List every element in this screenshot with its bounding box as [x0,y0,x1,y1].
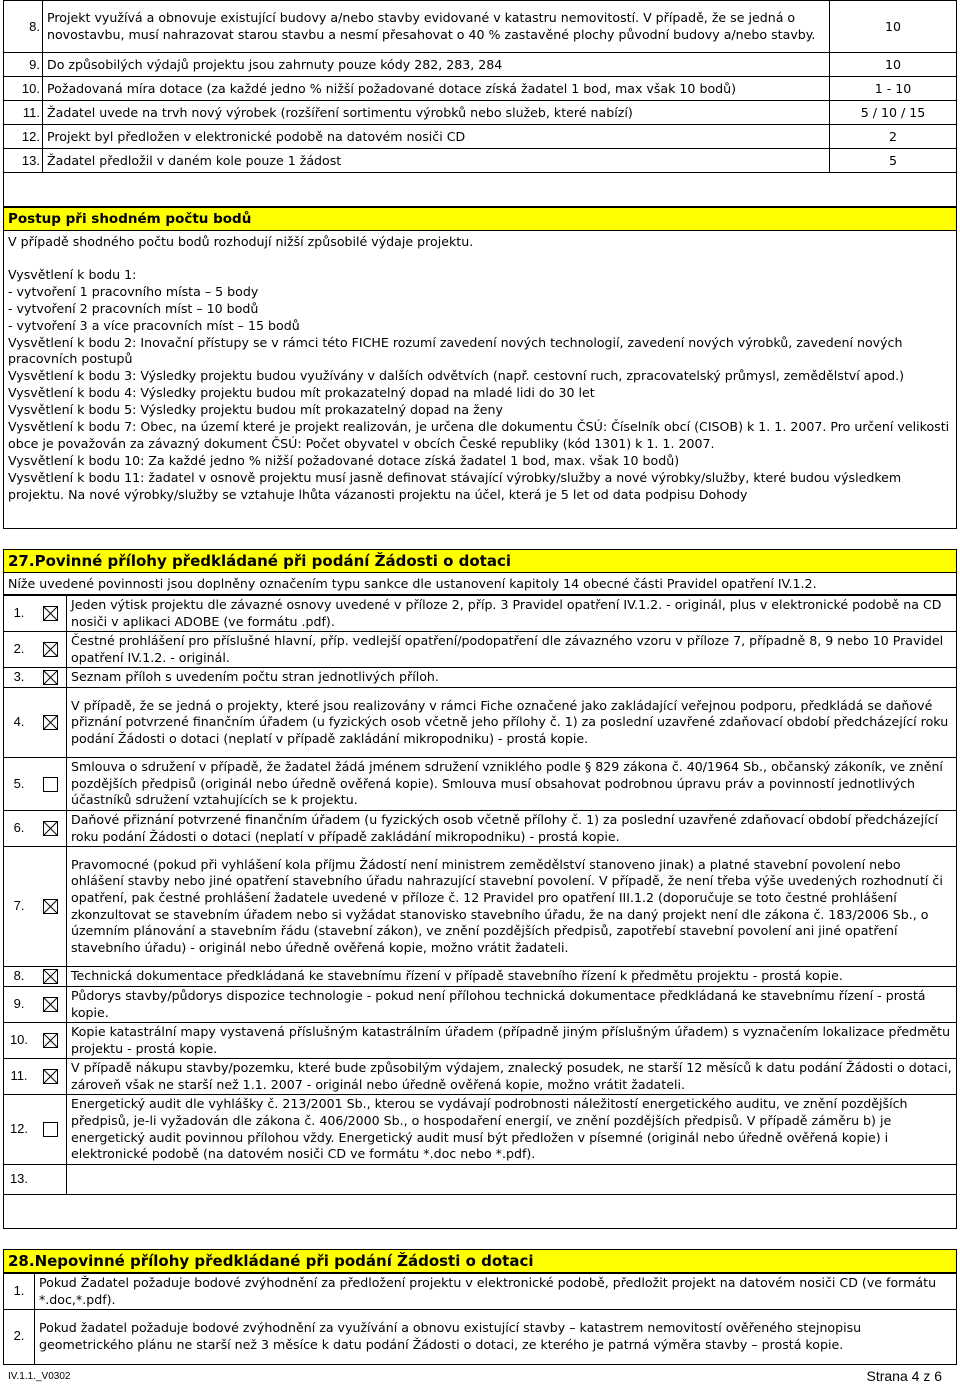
attachment-row [4,1095,956,1165]
attachment-row [4,987,956,1023]
attachment-text: Pokud žadatel požaduje bodové zvýhodnění za využívání a obnovu existující stavby – katastrem nemovitostí ověřeného stejnopisu geometrického plánu ne starší než 3 měsíce k datu podání Žádosti o dotaci, ze kterého je patrná výměra stavby – prostá kopie. [35,1310,957,1364]
attachment-row [4,811,956,847]
attachment-text: Energetický audit dle vyhlášky č. 213/2001 Sb., kterou se vydávají podrobnosti náležitostí energetického auditu, ve znění pozdějších předpisů, je-li vyžadován dle zákona č. 406/2000 Sb., o hospodaření energií, ve znění pozdějších předpisů. V případě záměru b) je energetický audit povinnou přílohou vždy. Energetický audit musí být předložen v písemné (originál nebo úředně ověřená kopie) i elektronické podobě (na datovém nosiči CD ve formátu *.doc nebo *.pdf). [67,1095,957,1165]
criteria-text: Žadatel předložil v daném kole pouze 1 žádost [43,149,830,173]
criteria-points: 1 - 10 [830,77,957,101]
attachment-number: 7. [4,847,34,967]
attachment-checkbox[interactable] [34,1059,67,1095]
attachment-row [4,632,956,668]
checked-box-icon [43,642,58,657]
attachment-checkbox[interactable] [34,967,67,987]
checked-box-icon [43,606,58,621]
mandatory-heading: 27.Povinné přílohy předkládané při podání Žádosti o dotaci [4,550,956,573]
attachment-text: Technická dokumentace předkládaná ke stavebnímu řízení v případě stavebního řízení k předmětu projektu - prostá kopie. [67,967,957,987]
criteria-number: 13. [4,149,43,173]
attachment-checkbox-empty [34,1165,67,1195]
attachment-number: 1. [4,596,34,632]
unchecked-box-icon [43,1122,58,1137]
attachment-number: 2. [4,632,34,668]
attachment-checkbox[interactable] [34,758,67,811]
checked-box-icon [43,1033,58,1048]
attachment-checkbox[interactable] [34,632,67,668]
attachment-checkbox[interactable] [34,1095,67,1165]
attachment-checkbox[interactable] [34,811,67,847]
checked-box-icon [43,670,58,685]
attachment-number: 6. [4,811,34,847]
empty-cell [4,1195,956,1196]
explanation-line: Vysvětlení k bodu 11: žadatel v osnově projektu musí jasně definovat stávající výrobky/služby a nové výrobky/služby, které budou výsledkem projektu. Na nové výrobky/služby se vztahuje lhůta vázanosti projektu na účel, která je 5 let od data podpisu Dohody [8,469,902,502]
spacer-row [4,1195,956,1196]
checked-box-icon [43,969,58,984]
attachment-row [4,967,956,987]
checked-box-icon [43,1069,58,1084]
attachment-text [67,1165,957,1195]
optional-attachments-section [3,1249,957,1365]
explanation-line: Vysvětlení k bodu 7: Obec, na území které je projekt realizován, je určena dle dokumentu ČSÚ: Číselník obcí (CISOB) k 1. 1. 2007. Pro určení velikosti obce je považován za závazný dokument ČSÚ: Počet obyvatel v obcích České republiky (kód 1301) k 1. 1. 2007. [8,419,950,451]
explanation-line: Vysvětlení k bodu 5: Výsledky projektu budou mít prokazatelný dopad na ženy [8,402,503,418]
explanation-line: Vysvětlení k bodu 2: Inovační přístupy se v rámci této FICHE rozumí zavedení nových technologií, zavedení nových výrobků, zavedení nových pracovních postupů [8,334,903,367]
checked-box-icon [43,821,58,836]
tie-break-text: V případě shodného počtu bodů rozhodují nižší způsobilé výdaje projektu. [8,234,474,249]
unchecked-box-icon [43,777,58,792]
tie-break-heading: Postup při shodném počtu bodů [4,208,956,231]
attachment-text: Smlouva o sdružení v případě, že žadatel žádá jménem sdružení vzniklého podle § 829 zákona č. 40/1964 Sb., občanský zákoník, ve znění pozdějších předpisů (originál nebo úředně ověřená kopie). Smlouva musí obsahovat podrobnou úpravu práv a povinností jednotlivých účastníků sdružení vztahujících se k projektu. [67,758,957,811]
attachment-number: 8. [4,967,34,987]
explanation-line: Vysvětlení k bodu 4: Výsledky projektu budou mít prokazatelný dopad na mladé lidi do 30 let [8,385,595,401]
criteria-table [3,0,957,207]
criteria-text: Žadatel uvede na trvh nový výrobek (rozšíření sortimentu výrobků nebo služeb, které nabízí) [43,101,830,125]
attachment-row [4,1059,956,1095]
criteria-row [4,125,957,149]
criteria-points: 10 [830,1,957,53]
explanation-line: - vytvoření 1 pracovního místa – 5 body [8,283,259,299]
attachment-checkbox[interactable] [34,668,67,688]
attachment-text: V případě, že se jedná o projekty, které jsou realizovány v rámci Fiche označené jako zakládající veřejnou podporu, předkládá se daňové přiznání potvrzené finančním úřadem (u fyzických osob včetně jeho přílohy č. 1) za poslední uzavřené zdaňovací období předcházející roku podání Žádosti o dotaci (neplatí v případě zakládání mikropodniku) - prostá kopie. [67,688,957,758]
attachment-checkbox[interactable] [34,1023,67,1059]
attachment-text: Pravomocné (pokud při vyhlášení kola příjmu Žádostí není ministrem zemědělství stanoveno jinak) a platné stavební povolení nebo ohlášení stavby nebo jiné opatření stavebního úřadu nahrazující stavební povolení. V případě, že není třeba výše uvedených rozhodnutí či opatření, pak čestné prohlášení žadatele uvedené v příloze č. 12 Pravidel pro opatření III.1.2 (doporučuje se toto čestné prohlášení zkonzultovat se stavebním úřadem nebo si vyžádat stanovisko stavebního úřadu, že na daný projekt není dle zákona č. 183/2006 Sb., o územním plánování a stavebním řádu (stavební zákon), ve znění pozdějších předpisů, zapotřebí stavební povolení ani jiné opatření stavebního úřadu) - originál nebo úředně ověřená kopie, možno vrátit žadateli. [67,847,957,967]
explanation-line: Vysvětlení k bodu 10: Za každé jedno % nižší požadované dotace získá žadatel 1 bod, max. však 10 bodů) [8,452,680,468]
criteria-points: 10 [830,53,957,77]
empty-cell [4,173,957,207]
optional-heading: 28.Nepovinné přílohy předkládané při podání Žádosti o dotaci [4,1250,956,1273]
attachment-row [4,758,956,811]
attachment-text: V případě nákupu stavby/pozemku, které bude způsobilým výdajem, znalecký posudek, ne starší 12 měsíců k datu podání Žádosti o dotaci, zároveň však ne starší než 1.1. 2007 - originál nebo úředně ověřená kopie, možno vrátit žadateli. [67,1059,957,1095]
attachment-row [4,1023,956,1059]
attachment-number: 13. [4,1165,34,1195]
explanation-line: Vysvětlení k bodu 3: Výsledky projektu budou využívány v dalších odvětvích (např. cestovní ruch, zpracovatelský průmysl, zemědělství apod.) [8,368,905,384]
attachment-row [4,1165,956,1195]
checked-box-icon [43,899,58,914]
mandatory-attachments-section [3,549,957,1229]
attachment-number: 3. [4,668,34,688]
checked-box-icon [43,997,58,1012]
attachment-number: 5. [4,758,34,811]
attachment-text: Daňové přiznání potvrzené finančním úřadem (u fyzických osob včetně přílohy č. 1) za poslední uzavřené zdaňovací období předcházející roku podání Žádosti o dotaci (neplatí v případě zakládání mikropodniku) - prostá kopie. [67,811,957,847]
explanation-line: Vysvětlení k bodu 1: [8,266,137,282]
attachment-checkbox[interactable] [34,847,67,967]
attachment-number: 12. [4,1095,34,1165]
criteria-text: Projekt využívá a obnovuje existující budovy a/nebo stavby evidované v katastru nemovitostí. V případě, že se jedná o novostavbu, musí nahrazovat starou stavbu a nesmí přesahovat o 40 % zastavěné plochy původní budovy a/nebo stavby. [43,1,830,53]
attachment-text: Seznam příloh s uvedením počtu stran jednotlivých příloh. [67,668,957,688]
mandatory-attachments-table [4,595,956,1195]
criteria-points: 5 [830,149,957,173]
attachment-row [4,847,956,967]
criteria-number: 12. [4,125,43,149]
attachment-row [4,668,956,688]
explanation-line: - vytvoření 3 a více pracovních míst – 15 bodů [8,317,300,333]
spacer-row [4,173,957,207]
attachment-row [4,1310,956,1364]
criteria-row [4,101,957,125]
attachment-row [4,1274,956,1310]
page-number: Strana 4 z 6 [866,1368,942,1384]
attachment-checkbox[interactable] [34,987,67,1023]
attachment-number: 11. [4,1059,34,1095]
attachment-number: 1. [4,1274,35,1310]
criteria-number: 8. [4,1,43,53]
attachment-checkbox[interactable] [34,596,67,632]
attachment-number: 10. [4,1023,34,1059]
criteria-points: 5 / 10 / 15 [830,101,957,125]
criteria-number: 9. [4,53,43,77]
criteria-text: Projekt byl předložen v elektronické podobě na datovém nosiči CD [43,125,830,149]
criteria-row [4,53,957,77]
criteria-text: Požadovaná míra dotace (za každé jedno % nižší požadované dotace získá žadatel 1 bod, max však 10 bodů) [43,77,830,101]
attachment-text: Kopie katastrální mapy vystavená příslušným katastrálním úřadem (případně jiným příslušným úřadem) s vyznačením lokalizace předmětu projektu - prostá kopie. [67,1023,957,1059]
criteria-points: 2 [830,125,957,149]
attachment-text: Čestné prohlášení pro příslušné hlavní, příp. vedlejší opatření/podopatření dle závazného vzoru v příloze 7, případně 8, 9 nebo 10 Pravidel opatření IV.1.2. - originál. [67,632,957,668]
criteria-row [4,1,957,53]
document-code: IV.1.1._V0302 [8,1371,71,1382]
attachment-row [4,596,956,632]
explanation-line: - vytvoření 2 pracovních míst – 10 bodů [8,300,259,316]
attachment-text: Jeden výtisk projektu dle závazné osnovy uvedené v příloze 2, příp. 3 Pravidel opatření IV.1.2. - originál, plus v elektronické podobě na CD nosiči v aplikaci ADOBE (ve formátu .pdf). [67,596,957,632]
tie-break-section [3,207,957,529]
attachment-checkbox[interactable] [34,688,67,758]
optional-attachments-table [4,1273,956,1364]
attachment-row [4,688,956,758]
attachment-number: 2. [4,1310,35,1364]
criteria-text: Do způsobilých výdajů projektu jsou zahrnuty pouze kódy 282, 283, 284 [43,53,830,77]
criteria-number: 10. [4,77,43,101]
attachment-number: 9. [4,987,34,1023]
criteria-row [4,149,957,173]
attachment-text: Pokud Žadatel požaduje bodové zvýhodnění za předložení projektu v elektronické podobě, předložit projekt na datovém nosiči CD (ve formátu *.doc,*.pdf). [35,1274,957,1310]
mandatory-intro: Níže uvedené povinnosti jsou doplněny označením typu sankce dle ustanovení kapitoly 14 obecné části Pravidel opatření IV.1.2. [4,573,956,595]
attachment-number: 4. [4,688,34,758]
attachment-text: Půdorys stavby/půdorys dispozice technologie - pokud není přílohou technická dokumentace předkládaná ke stavebnímu řízení - prostá kopie. [67,987,957,1023]
criteria-row [4,77,957,101]
checked-box-icon [43,715,58,730]
criteria-number: 11. [4,101,43,125]
